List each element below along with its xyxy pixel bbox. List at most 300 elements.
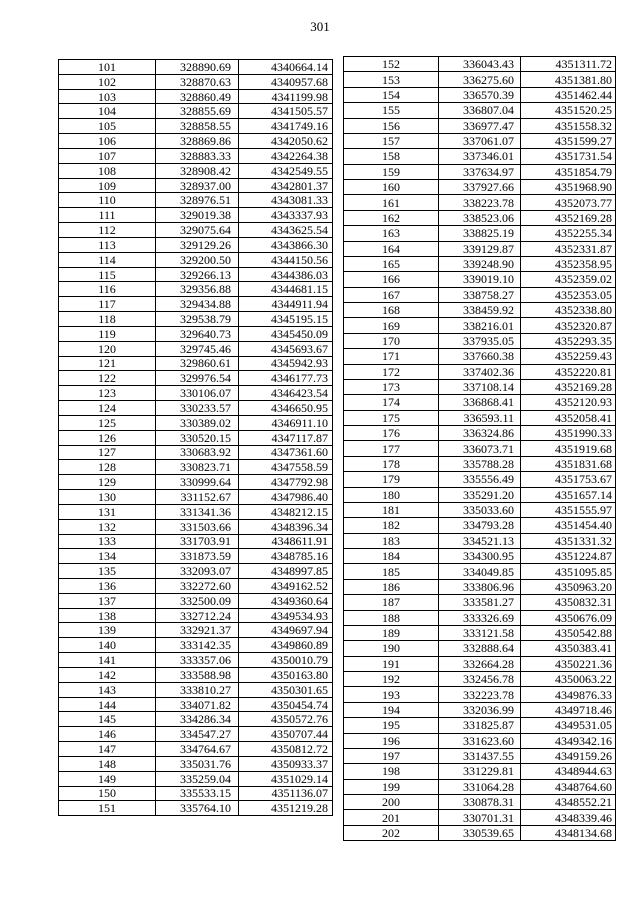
- y-coordinate-cell: 4349162.52: [239, 578, 333, 593]
- y-coordinate-cell: 4343081.33: [239, 193, 333, 208]
- y-coordinate-cell: 4351990.33: [521, 426, 616, 441]
- table-row: [344, 241, 616, 256]
- point-number-cell: 139: [59, 623, 156, 638]
- table-row: [59, 326, 333, 341]
- table-row: [59, 386, 333, 401]
- y-coordinate-cell: 4347792.98: [239, 475, 333, 490]
- x-coordinate-cell: 336807.04: [439, 103, 521, 118]
- x-coordinate-cell: 329200.50: [156, 252, 239, 267]
- x-coordinate-cell: 329129.26: [156, 237, 239, 252]
- table-row: [59, 712, 333, 727]
- point-number-cell: 145: [59, 712, 156, 727]
- y-coordinate-cell: 4350163.80: [239, 667, 333, 682]
- y-coordinate-cell: 4343625.54: [239, 223, 333, 238]
- table-row: [59, 74, 333, 89]
- point-number-cell: 123: [59, 386, 156, 401]
- table-row: [344, 164, 616, 179]
- table-row: [59, 727, 333, 742]
- y-coordinate-cell: 4341199.98: [239, 89, 333, 104]
- table-row: [344, 287, 616, 302]
- table-row: [59, 623, 333, 638]
- point-number-cell: 112: [59, 223, 156, 238]
- table-row: [344, 764, 616, 779]
- table-row: [59, 593, 333, 608]
- x-coordinate-cell: 330389.02: [156, 415, 239, 430]
- x-coordinate-cell: 339248.90: [439, 256, 521, 271]
- x-coordinate-cell: 331623.60: [439, 733, 521, 748]
- x-coordinate-cell: 338216.01: [439, 318, 521, 333]
- y-coordinate-cell: 4351311.72: [521, 57, 616, 72]
- y-coordinate-cell: 4347558.59: [239, 460, 333, 475]
- x-coordinate-cell: 332456.78: [439, 672, 521, 687]
- y-coordinate-cell: 4351558.32: [521, 118, 616, 133]
- point-number-cell: 159: [344, 164, 439, 179]
- table-row: [344, 472, 616, 487]
- point-number-cell: 195: [344, 718, 439, 733]
- x-coordinate-cell: 336570.39: [439, 87, 521, 102]
- table-row: [59, 430, 333, 445]
- y-coordinate-cell: 4351454.40: [521, 518, 616, 533]
- y-coordinate-cell: 4348944.63: [521, 764, 616, 779]
- point-number-cell: 151: [59, 801, 156, 816]
- table-row: [59, 667, 333, 682]
- y-coordinate-cell: 4350572.76: [239, 712, 333, 727]
- point-number-cell: 182: [344, 518, 439, 533]
- table-row: [59, 341, 333, 356]
- point-number-cell: 120: [59, 341, 156, 356]
- point-number-cell: 146: [59, 727, 156, 742]
- point-number-cell: 161: [344, 195, 439, 210]
- y-coordinate-cell: 4352353.05: [521, 287, 616, 302]
- point-number-cell: 114: [59, 252, 156, 267]
- table-row: [344, 57, 616, 72]
- x-coordinate-cell: 335259.04: [156, 771, 239, 786]
- y-coordinate-cell: 4351331.32: [521, 533, 616, 548]
- point-number-cell: 194: [344, 702, 439, 717]
- point-number-cell: 121: [59, 356, 156, 371]
- x-coordinate-cell: 328908.42: [156, 163, 239, 178]
- y-coordinate-cell: 4343337.93: [239, 208, 333, 223]
- y-coordinate-cell: 4341505.57: [239, 104, 333, 119]
- y-coordinate-cell: 4348997.85: [239, 564, 333, 579]
- y-coordinate-cell: 4350676.09: [521, 610, 616, 625]
- table-row: [59, 519, 333, 534]
- point-number-cell: 166: [344, 272, 439, 287]
- table-row: [59, 371, 333, 386]
- table-row: [59, 163, 333, 178]
- point-number-cell: 132: [59, 519, 156, 534]
- y-coordinate-cell: 4351555.97: [521, 502, 616, 517]
- y-coordinate-cell: 4350383.41: [521, 641, 616, 656]
- table-row: [344, 502, 616, 517]
- y-coordinate-cell: 4342549.55: [239, 163, 333, 178]
- point-number-cell: 198: [344, 764, 439, 779]
- x-coordinate-cell: 332921.37: [156, 623, 239, 638]
- table-row: [344, 718, 616, 733]
- x-coordinate-cell: 330233.57: [156, 401, 239, 416]
- point-number-cell: 180: [344, 487, 439, 502]
- x-coordinate-cell: 333357.06: [156, 653, 239, 668]
- point-number-cell: 172: [344, 364, 439, 379]
- coordinates-table-left: [58, 59, 333, 816]
- table-row: [344, 595, 616, 610]
- x-coordinate-cell: 330823.71: [156, 460, 239, 475]
- x-coordinate-cell: 338223.78: [439, 195, 521, 210]
- point-number-cell: 186: [344, 579, 439, 594]
- point-number-cell: 136: [59, 578, 156, 593]
- x-coordinate-cell: 328883.33: [156, 148, 239, 163]
- y-coordinate-cell: 4345942.93: [239, 356, 333, 371]
- point-number-cell: 143: [59, 682, 156, 697]
- y-coordinate-cell: 4351599.27: [521, 133, 616, 148]
- point-number-cell: 174: [344, 395, 439, 410]
- x-coordinate-cell: 331503.66: [156, 519, 239, 534]
- x-coordinate-cell: 329538.79: [156, 312, 239, 327]
- y-coordinate-cell: 4348552.21: [521, 795, 616, 810]
- point-number-cell: 153: [344, 72, 439, 87]
- x-coordinate-cell: 333806.96: [439, 579, 521, 594]
- x-coordinate-cell: 336593.11: [439, 410, 521, 425]
- y-coordinate-cell: 4349531.05: [521, 718, 616, 733]
- point-number-cell: 107: [59, 148, 156, 163]
- point-number-cell: 102: [59, 74, 156, 89]
- table-row: [344, 133, 616, 148]
- point-number-cell: 155: [344, 103, 439, 118]
- x-coordinate-cell: 337346.01: [439, 149, 521, 164]
- point-number-cell: 118: [59, 312, 156, 327]
- y-coordinate-cell: 4343866.30: [239, 237, 333, 252]
- x-coordinate-cell: 337061.07: [439, 133, 521, 148]
- x-coordinate-cell: 330106.07: [156, 386, 239, 401]
- y-coordinate-cell: 4340664.14: [239, 60, 333, 75]
- x-coordinate-cell: 335764.10: [156, 801, 239, 816]
- point-number-cell: 127: [59, 445, 156, 460]
- y-coordinate-cell: 4349718.46: [521, 702, 616, 717]
- table-row: [59, 475, 333, 490]
- point-number-cell: 103: [59, 89, 156, 104]
- x-coordinate-cell: 330520.15: [156, 430, 239, 445]
- x-coordinate-cell: 338758.27: [439, 287, 521, 302]
- x-coordinate-cell: 336868.41: [439, 395, 521, 410]
- x-coordinate-cell: 329860.61: [156, 356, 239, 371]
- point-number-cell: 157: [344, 133, 439, 148]
- point-number-cell: 148: [59, 756, 156, 771]
- table-row: [344, 349, 616, 364]
- point-number-cell: 105: [59, 119, 156, 134]
- y-coordinate-cell: 4352293.35: [521, 333, 616, 348]
- table-row: [344, 702, 616, 717]
- y-coordinate-cell: 4352220.81: [521, 364, 616, 379]
- x-coordinate-cell: 330701.31: [439, 810, 521, 825]
- point-number-cell: 138: [59, 608, 156, 623]
- x-coordinate-cell: 328937.00: [156, 178, 239, 193]
- y-coordinate-cell: 4350812.72: [239, 742, 333, 757]
- point-number-cell: 119: [59, 326, 156, 341]
- x-coordinate-cell: 338825.19: [439, 226, 521, 241]
- table-row: [344, 579, 616, 594]
- point-number-cell: 111: [59, 208, 156, 223]
- x-coordinate-cell: 333326.69: [439, 610, 521, 625]
- table-row: [59, 445, 333, 460]
- table-row: [344, 549, 616, 564]
- table-row: [344, 149, 616, 164]
- table-row: [344, 441, 616, 456]
- table-row: [59, 549, 333, 564]
- y-coordinate-cell: 4352120.93: [521, 395, 616, 410]
- table-row: [344, 395, 616, 410]
- table-row: [344, 687, 616, 702]
- point-number-cell: 152: [344, 57, 439, 72]
- table-row: [59, 134, 333, 149]
- y-coordinate-cell: 4351029.14: [239, 771, 333, 786]
- y-coordinate-cell: 4345693.67: [239, 341, 333, 356]
- x-coordinate-cell: 336977.47: [439, 118, 521, 133]
- table-row: [344, 210, 616, 225]
- table-row: [344, 533, 616, 548]
- table-row: [59, 178, 333, 193]
- y-coordinate-cell: 4348611.91: [239, 534, 333, 549]
- x-coordinate-cell: 329075.64: [156, 223, 239, 238]
- y-coordinate-cell: 4344150.56: [239, 252, 333, 267]
- x-coordinate-cell: 330878.31: [439, 795, 521, 810]
- y-coordinate-cell: 4345450.09: [239, 326, 333, 341]
- x-coordinate-cell: 333581.27: [439, 595, 521, 610]
- table-row: [344, 272, 616, 287]
- y-coordinate-cell: 4351462.44: [521, 87, 616, 102]
- table-row: [59, 564, 333, 579]
- table-row: [344, 564, 616, 579]
- table-row: [344, 518, 616, 533]
- table-row: [344, 779, 616, 794]
- x-coordinate-cell: 328870.63: [156, 74, 239, 89]
- x-coordinate-cell: 331229.81: [439, 764, 521, 779]
- y-coordinate-cell: 4341749.16: [239, 119, 333, 134]
- point-number-cell: 154: [344, 87, 439, 102]
- point-number-cell: 147: [59, 742, 156, 757]
- table-row: [59, 252, 333, 267]
- point-number-cell: 129: [59, 475, 156, 490]
- table-row: [344, 656, 616, 671]
- table-row: [344, 364, 616, 379]
- y-coordinate-cell: 4349697.94: [239, 623, 333, 638]
- table-row: [344, 87, 616, 102]
- table-row: [344, 303, 616, 318]
- y-coordinate-cell: 4351095.85: [521, 564, 616, 579]
- y-coordinate-cell: 4347117.87: [239, 430, 333, 445]
- table-row: [344, 256, 616, 271]
- point-number-cell: 163: [344, 226, 439, 241]
- x-coordinate-cell: 330683.92: [156, 445, 239, 460]
- x-coordinate-cell: 330999.64: [156, 475, 239, 490]
- table-row: [59, 401, 333, 416]
- x-coordinate-cell: 334300.95: [439, 549, 521, 564]
- y-coordinate-cell: 4340957.68: [239, 74, 333, 89]
- point-number-cell: 160: [344, 180, 439, 195]
- y-coordinate-cell: 4352169.28: [521, 379, 616, 394]
- x-coordinate-cell: 336073.71: [439, 441, 521, 456]
- x-coordinate-cell: 338459.92: [439, 303, 521, 318]
- x-coordinate-cell: 332272.60: [156, 578, 239, 593]
- y-coordinate-cell: 4348785.16: [239, 549, 333, 564]
- point-number-cell: 116: [59, 282, 156, 297]
- point-number-cell: 196: [344, 733, 439, 748]
- x-coordinate-cell: 328858.55: [156, 119, 239, 134]
- y-coordinate-cell: 4352255.34: [521, 226, 616, 241]
- y-coordinate-cell: 4352338.80: [521, 303, 616, 318]
- table-row: [59, 297, 333, 312]
- x-coordinate-cell: 334286.34: [156, 712, 239, 727]
- table-row: [59, 104, 333, 119]
- y-coordinate-cell: 4348764.60: [521, 779, 616, 794]
- table-row: [59, 801, 333, 816]
- table-row: [344, 672, 616, 687]
- point-number-cell: 131: [59, 504, 156, 519]
- x-coordinate-cell: 333588.98: [156, 667, 239, 682]
- x-coordinate-cell: 330539.65: [439, 825, 521, 840]
- x-coordinate-cell: 336043.43: [439, 57, 521, 72]
- y-coordinate-cell: 4348134.68: [521, 825, 616, 840]
- y-coordinate-cell: 4350933.37: [239, 756, 333, 771]
- point-number-cell: 177: [344, 441, 439, 456]
- x-coordinate-cell: 334071.82: [156, 697, 239, 712]
- x-coordinate-cell: 334547.27: [156, 727, 239, 742]
- x-coordinate-cell: 335291.20: [439, 487, 521, 502]
- table-row: [344, 226, 616, 241]
- y-coordinate-cell: 4348212.15: [239, 504, 333, 519]
- table-row: [344, 795, 616, 810]
- point-number-cell: 201: [344, 810, 439, 825]
- y-coordinate-cell: 4351136.07: [239, 786, 333, 801]
- x-coordinate-cell: 335033.60: [439, 502, 521, 517]
- table-row: [344, 333, 616, 348]
- y-coordinate-cell: 4351219.28: [239, 801, 333, 816]
- table-row: [344, 410, 616, 425]
- y-coordinate-cell: 4350010.79: [239, 653, 333, 668]
- y-coordinate-cell: 4351657.14: [521, 487, 616, 502]
- x-coordinate-cell: 332036.99: [439, 702, 521, 717]
- x-coordinate-cell: 331152.67: [156, 490, 239, 505]
- x-coordinate-cell: 329266.13: [156, 267, 239, 282]
- x-coordinate-cell: 329356.88: [156, 282, 239, 297]
- point-number-cell: 128: [59, 460, 156, 475]
- y-coordinate-cell: 4351381.80: [521, 72, 616, 87]
- x-coordinate-cell: 339129.87: [439, 241, 521, 256]
- x-coordinate-cell: 329434.88: [156, 297, 239, 312]
- table-row: [59, 534, 333, 549]
- table-row: [59, 504, 333, 519]
- point-number-cell: 126: [59, 430, 156, 445]
- y-coordinate-cell: 4352359.02: [521, 272, 616, 287]
- point-number-cell: 169: [344, 318, 439, 333]
- y-coordinate-cell: 4350221.36: [521, 656, 616, 671]
- table-row: [344, 748, 616, 763]
- y-coordinate-cell: 4346650.95: [239, 401, 333, 416]
- point-number-cell: 199: [344, 779, 439, 794]
- table-row: [344, 733, 616, 748]
- y-coordinate-cell: 4352259.43: [521, 349, 616, 364]
- x-coordinate-cell: 332223.78: [439, 687, 521, 702]
- page-number: 301: [310, 19, 330, 34]
- point-number-cell: 168: [344, 303, 439, 318]
- table-row: [59, 653, 333, 668]
- x-coordinate-cell: 335031.76: [156, 756, 239, 771]
- point-number-cell: 165: [344, 256, 439, 271]
- table-row: [59, 193, 333, 208]
- y-coordinate-cell: 4351753.67: [521, 472, 616, 487]
- point-number-cell: 192: [344, 672, 439, 687]
- y-coordinate-cell: 4352058.41: [521, 410, 616, 425]
- point-number-cell: 202: [344, 825, 439, 840]
- y-coordinate-cell: 4348396.34: [239, 519, 333, 534]
- y-coordinate-cell: 4349342.16: [521, 733, 616, 748]
- point-number-cell: 124: [59, 401, 156, 416]
- table-row: [59, 771, 333, 786]
- table-row: [59, 237, 333, 252]
- x-coordinate-cell: 335556.49: [439, 472, 521, 487]
- x-coordinate-cell: 329640.73: [156, 326, 239, 341]
- table-row: [344, 641, 616, 656]
- x-coordinate-cell: 333121.58: [439, 625, 521, 640]
- table-row: [344, 103, 616, 118]
- x-coordinate-cell: 337927.66: [439, 180, 521, 195]
- point-number-cell: 130: [59, 490, 156, 505]
- x-coordinate-cell: 335533.15: [156, 786, 239, 801]
- point-number-cell: 110: [59, 193, 156, 208]
- x-coordinate-cell: 338523.06: [439, 210, 521, 225]
- table-row: [344, 379, 616, 394]
- point-number-cell: 125: [59, 415, 156, 430]
- point-number-cell: 179: [344, 472, 439, 487]
- table-row: [59, 638, 333, 653]
- point-number-cell: 185: [344, 564, 439, 579]
- y-coordinate-cell: 4350707.44: [239, 727, 333, 742]
- point-number-cell: 150: [59, 786, 156, 801]
- x-coordinate-cell: 332500.09: [156, 593, 239, 608]
- x-coordinate-cell: 332093.07: [156, 564, 239, 579]
- y-coordinate-cell: 4348339.46: [521, 810, 616, 825]
- table-row: [59, 89, 333, 104]
- y-coordinate-cell: 4344911.94: [239, 297, 333, 312]
- y-coordinate-cell: 4342050.62: [239, 134, 333, 149]
- y-coordinate-cell: 4352169.28: [521, 210, 616, 225]
- x-coordinate-cell: 337660.38: [439, 349, 521, 364]
- x-coordinate-cell: 334764.67: [156, 742, 239, 757]
- x-coordinate-cell: 331703.91: [156, 534, 239, 549]
- point-number-cell: 197: [344, 748, 439, 763]
- y-coordinate-cell: 4347361.60: [239, 445, 333, 460]
- x-coordinate-cell: 331064.28: [439, 779, 521, 794]
- y-coordinate-cell: 4351968.90: [521, 180, 616, 195]
- y-coordinate-cell: 4350454.74: [239, 697, 333, 712]
- point-number-cell: 113: [59, 237, 156, 252]
- table-row: [344, 195, 616, 210]
- x-coordinate-cell: 337935.05: [439, 333, 521, 348]
- point-number-cell: 140: [59, 638, 156, 653]
- y-coordinate-cell: 4352320.87: [521, 318, 616, 333]
- x-coordinate-cell: 329745.46: [156, 341, 239, 356]
- x-coordinate-cell: 334793.28: [439, 518, 521, 533]
- x-coordinate-cell: 331873.59: [156, 549, 239, 564]
- point-number-cell: 175: [344, 410, 439, 425]
- table-row: [59, 682, 333, 697]
- x-coordinate-cell: 328890.69: [156, 60, 239, 75]
- x-coordinate-cell: 339019.10: [439, 272, 521, 287]
- point-number-cell: 104: [59, 104, 156, 119]
- y-coordinate-cell: 4350542.88: [521, 625, 616, 640]
- table-row: [59, 460, 333, 475]
- x-coordinate-cell: 337634.97: [439, 164, 521, 179]
- table-row: [59, 267, 333, 282]
